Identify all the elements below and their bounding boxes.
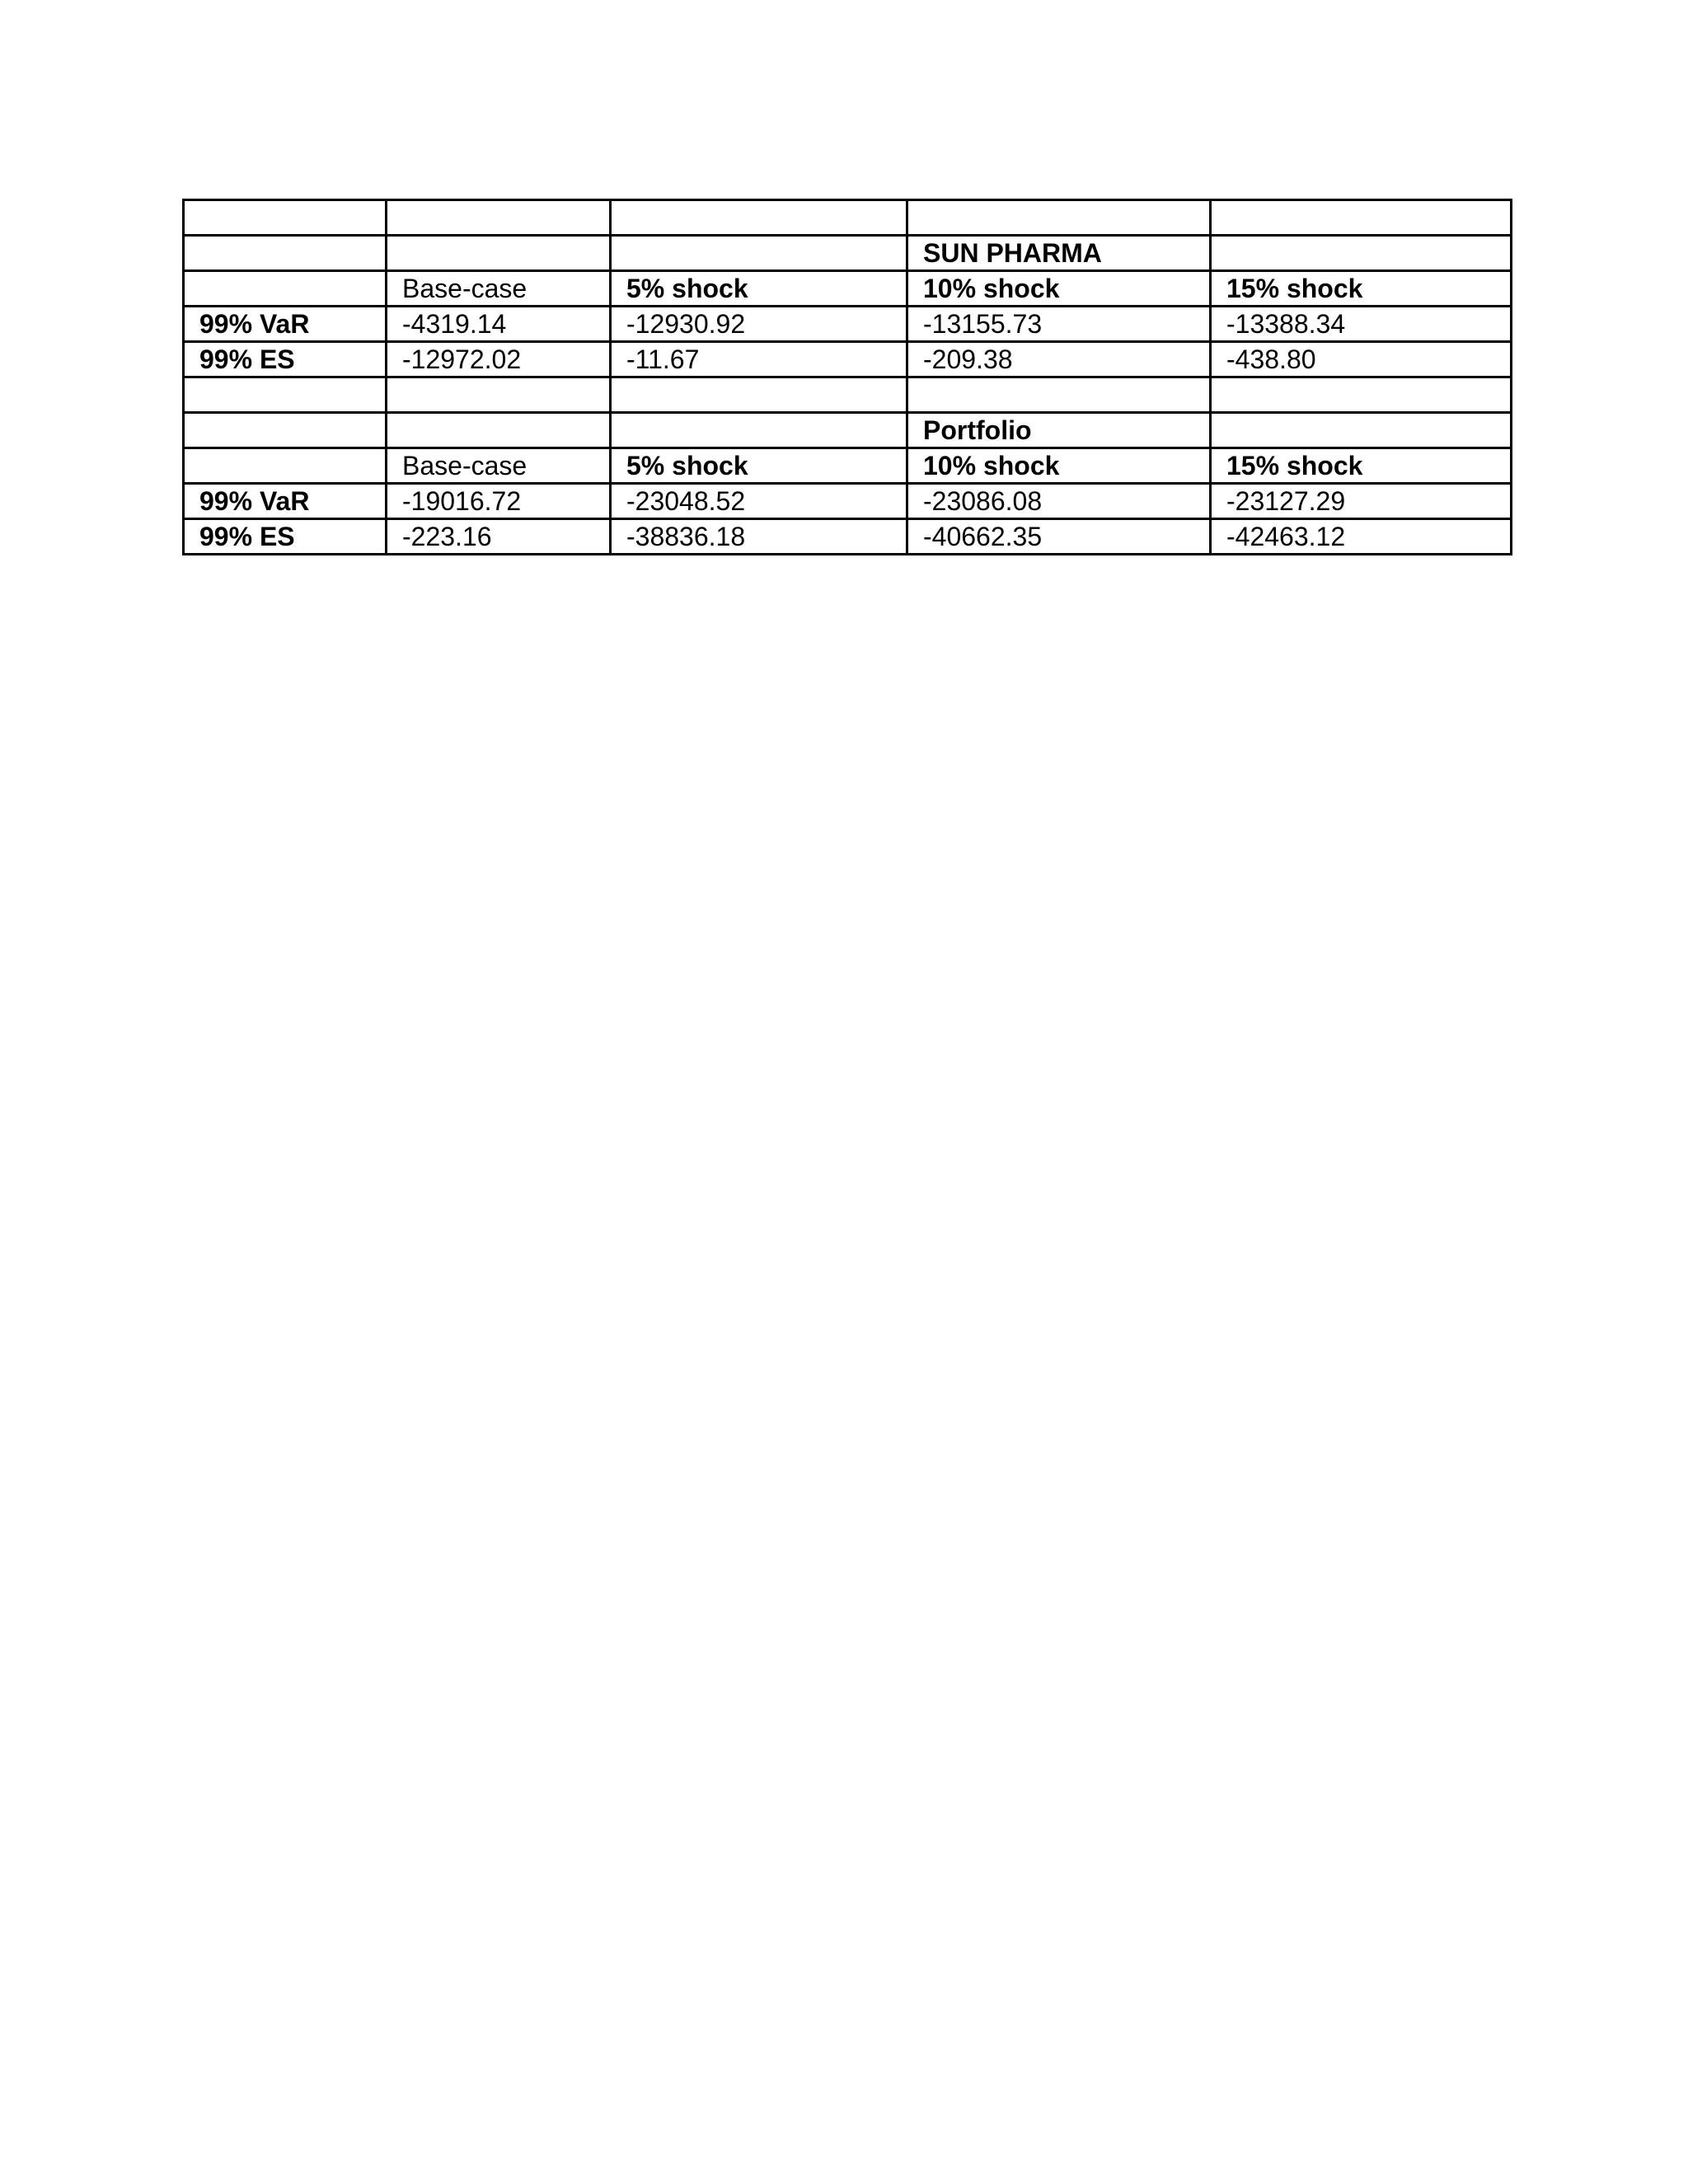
value-cell: -23048.52 [611,484,907,519]
row-label: 99% VaR [184,484,387,519]
empty-cell [184,448,387,484]
empty-cell [184,271,387,307]
row-label: 99% ES [184,342,387,377]
value-cell: -12972.02 [387,342,611,377]
value-cell: -438.80 [1211,342,1512,377]
value-cell: -13388.34 [1211,307,1512,342]
empty-cell [611,236,907,271]
risk-table [182,199,1512,555]
table-row [184,519,1512,555]
empty-cell [387,377,611,413]
value-cell: -23127.29 [1211,484,1512,519]
empty-cell [1211,200,1512,236]
column-header: 5% shock [611,271,907,307]
value-cell: -223.16 [387,519,611,555]
value-cell: -19016.72 [387,484,611,519]
column-header: 5% shock [611,448,907,484]
section-title-row [184,236,1512,271]
value-cell: -11.67 [611,342,907,377]
empty-cell [1211,377,1512,413]
column-header: 15% shock [1211,271,1512,307]
empty-cell [907,377,1211,413]
value-cell: -13155.73 [907,307,1211,342]
column-header-row [184,448,1512,484]
column-header: Base-case [387,448,611,484]
empty-cell [611,377,907,413]
empty-cell [1211,236,1512,271]
empty-cell [387,236,611,271]
value-cell: -23086.08 [907,484,1211,519]
empty-cell [184,200,387,236]
row-label: 99% VaR [184,307,387,342]
section-title: Portfolio [907,413,1211,448]
empty-cell [387,413,611,448]
empty-cell [611,413,907,448]
empty-cell [387,200,611,236]
section-title-row [184,413,1512,448]
spacer-row [184,377,1512,413]
empty-cell [184,236,387,271]
empty-cell [907,200,1211,236]
value-cell: -4319.14 [387,307,611,342]
column-header: 10% shock [907,448,1211,484]
table-row [184,307,1512,342]
empty-cell [184,377,387,413]
section-title: SUN PHARMA [907,236,1211,271]
empty-cell [184,413,387,448]
column-header-row [184,271,1512,307]
empty-cell [611,200,907,236]
row-label: 99% ES [184,519,387,555]
column-header: 15% shock [1211,448,1512,484]
value-cell: -42463.12 [1211,519,1512,555]
value-cell: -38836.18 [611,519,907,555]
column-header: Base-case [387,271,611,307]
column-header: 10% shock [907,271,1211,307]
empty-cell [1211,413,1512,448]
value-cell: -40662.35 [907,519,1211,555]
value-cell: -12930.92 [611,307,907,342]
table-row [184,342,1512,377]
spacer-row [184,200,1512,236]
value-cell: -209.38 [907,342,1211,377]
table-row [184,484,1512,519]
